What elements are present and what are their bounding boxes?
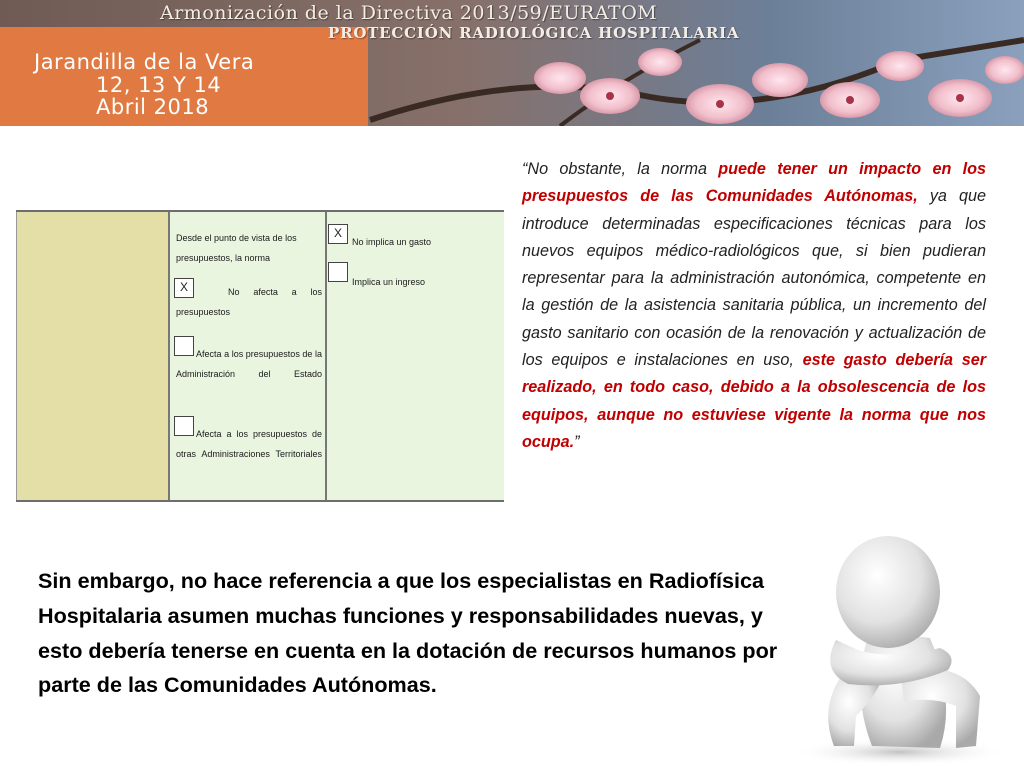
- form-options-column: [170, 212, 327, 500]
- legal-quote: [522, 156, 986, 456]
- quote-text-1: No obstante, la norma: [527, 160, 719, 178]
- banner-title: Armonización de la Directiva 2013/59/EURATOM: [160, 2, 658, 24]
- header-banner: [0, 0, 1024, 126]
- main-statement: Sin embargo, no hace referencia a que los especialistas en Radiofísica Hospitalaria asumen muchas funciones y responsabilidades nuevas, y esto debería tenerse en cuenta en la dotación de recursos humanos por parte de las Comunidades Autónomas.: [38, 568, 778, 698]
- sad-figure-illustration: [780, 520, 1024, 768]
- banner-subtitle: PROTECCIÓN RADIOLÓGICA HOSPITALARIA: [328, 24, 740, 42]
- option-no-gasto: No implica un gasto: [352, 237, 432, 247]
- form-label-column: [16, 212, 170, 500]
- quote-text-2: ya que introduce determinadas especificaciones técnicas para los nuevos equipos médico-radiológicos que, si bien pudieran representar para la administración autonómica, competente en la gestión de la asistencia sanitaria pública, un incremento del gasto sanitario con ocasión de la renovación y actualización de los equipos e instalaciones en uso,: [522, 187, 987, 370]
- event-days: 12, 13 Y 14: [96, 73, 222, 97]
- checkbox-no-afecta: X: [174, 278, 194, 298]
- quote-open-mark: “: [522, 160, 528, 178]
- quote-close-mark: ”: [574, 432, 580, 451]
- form-column-heading: Desde el punto de vista de los presupuestos, la norma: [176, 233, 297, 263]
- option-afecta-territoriales: Afecta a los presupuestos de otras Administraciones Territoriales: [176, 429, 322, 459]
- checkbox-ingreso: [328, 262, 348, 282]
- quote-highlight-1: puede tener un impacto en los presupuestos de las Comunidades Autónomas,: [522, 160, 987, 206]
- event-month-year: Abril 2018: [96, 95, 210, 119]
- event-place: Jarandilla de la Vera: [34, 50, 255, 74]
- budget-impact-form: [16, 210, 504, 502]
- quote-highlight-2: este gasto debería ser realizado, en todo caso, debido a la obsolescencia de los equipos, aunque no estuviese vigente la norma que nos ocupa.: [522, 351, 987, 451]
- option-no-afecta: No afecta a los presupuestos: [176, 287, 322, 317]
- checkbox-no-gasto: X: [328, 224, 348, 244]
- option-ingreso: Implica un ingreso: [352, 277, 426, 287]
- option-afecta-estado: Afecta a los presupuestos de la Administración del Estado: [176, 349, 322, 379]
